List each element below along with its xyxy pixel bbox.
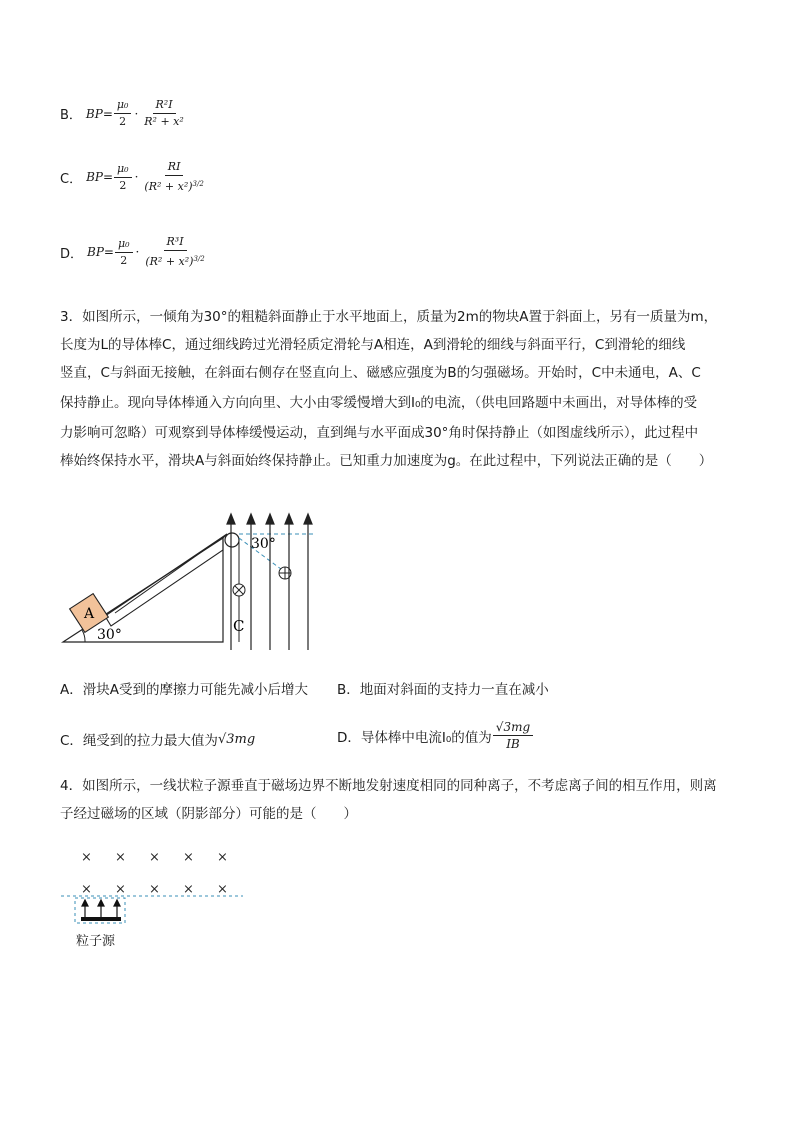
q4-line-1: 4．如图所示，一线状粒子源垂直于磁场边界不断地发射速度相同的同种离子，不考虑离子间的相互作用，则离 <box>60 778 717 794</box>
angle-bottom-label: 30° <box>97 627 122 643</box>
q4-stem <box>60 772 750 828</box>
option-d-label: D． <box>60 246 84 262</box>
svg-text:×: × <box>81 882 92 897</box>
option-d-power: 3/2 <box>193 255 205 263</box>
magnetic-field-crosses <box>81 850 228 897</box>
q3-stem <box>60 303 750 475</box>
svg-text:×: × <box>217 850 228 865</box>
option-d: D． BP= $\frac{\text{μ₀}}{2}$ · $\frac{\text{R³I}}{(R^2 + x^2)^{3/2}}$ <box>60 235 209 269</box>
rope-slope <box>115 534 227 613</box>
svg-text:×: × <box>115 882 126 897</box>
option-c-fraction: $\frac{RI}{(R^2 + x^2)^{3/2}}$ <box>144 160 204 193</box>
q3-line-6: 棒始终保持水平，滑块A与斜面始终保持静止。已知重力加速度为g。在此过程中，下列说法正确的是（ ） <box>60 453 713 469</box>
angle-top-label: 30° <box>251 536 276 552</box>
block-a-label: A <box>83 606 95 622</box>
pulley <box>225 533 239 547</box>
q3-option-c-value: √3mg <box>217 731 256 747</box>
q3-line-1: 3．如图所示，一倾角为30°的粗糙斜面静止于水平地面上，质量为2m的物块A置于斜面上，另有一质量为m， <box>60 309 718 325</box>
q4-line-2: 子经过磁场的区域（阴影部分）可能的是（ ） <box>60 806 357 822</box>
source-label: 粒子源 <box>76 934 116 949</box>
rod-c-label: C <box>233 617 245 635</box>
q3-option-c <box>60 729 255 749</box>
option-d-fraction: $\frac{\text{R³I}}{(R^2 + x^2)^{3/2}}$ <box>145 235 205 268</box>
q3-figure <box>55 510 335 655</box>
svg-text:×: × <box>183 850 194 865</box>
q3-line-3: 竖直，C与斜面无接触，在斜面右侧存在竖直向上、磁感应强度为B的匀强磁场。开始时，C中未通电，A、C <box>60 365 701 381</box>
q3-option-a: A．滑块A受到的摩擦力可能先减小后增大 <box>60 682 308 698</box>
option-d-lhs: BP= <box>87 245 114 259</box>
option-b-fraction: $\frac{\text{R²I}}{\text{R² + x²}}$ <box>144 98 184 128</box>
q3-option-d <box>337 720 534 751</box>
svg-text:×: × <box>115 850 126 865</box>
q3-option-d-text: D．导体棒中电流I₀的值为 <box>337 729 492 746</box>
svg-text:×: × <box>217 882 228 897</box>
svg-text:×: × <box>183 882 194 897</box>
q3-option-b: B．地面对斜面的支持力一直在减小 <box>337 682 549 698</box>
option-c-label: C． <box>60 171 83 187</box>
option-b-lhs: BP= <box>85 106 113 121</box>
q3-line-4: 保持静止。现向导体棒通入方向向里、大小由零缓慢增大到I₀的电流，（供电回路题中未画出，对导体棒的受 <box>60 395 698 411</box>
particle-arrows <box>82 900 120 917</box>
option-c: C． BP= $\frac{\text{μ₀}}{2}$ · $\frac{RI}{(R^2 + x^2)^{3/2}}$ <box>60 160 208 194</box>
q3-option-d-fraction: $\frac{√3mg}{IB}$ <box>493 720 533 751</box>
option-c-coef: $\frac{\text{μ₀}}{2}$ <box>114 162 132 193</box>
q3-option-c-text: C．绳受到的拉力最大值为 <box>60 733 218 749</box>
q3-line-5: 力影响可忽略）可观察到导体棒缓慢运动，直到绳与水平面成30°角时保持静止（如图虚线所示），此过程中 <box>60 425 699 441</box>
particle-source <box>81 917 121 921</box>
option-d-coef: $\frac{\text{μ₀}}{2}$ <box>115 237 133 268</box>
option-b-label: B． <box>60 108 82 123</box>
svg-text:×: × <box>149 882 160 897</box>
svg-text:×: × <box>149 850 160 865</box>
q3-line-2: 长度为L的导体棒C，通过细线跨过光滑轻质定滑轮与A相连，A到滑轮的细线与斜面平行，C到滑轮的细线 <box>60 337 686 353</box>
option-c-power: 3/2 <box>192 180 204 188</box>
svg-text:×: × <box>81 850 92 865</box>
option-b: B． BP= $\frac{\text{μ₀}}{2}$ · $\frac{\text{R²I}}{\text{R² + x²}}$ <box>60 98 188 129</box>
option-b-coef: $\frac{\text{μ₀}}{2}$ <box>114 98 132 129</box>
option-c-lhs: BP= <box>86 170 114 184</box>
